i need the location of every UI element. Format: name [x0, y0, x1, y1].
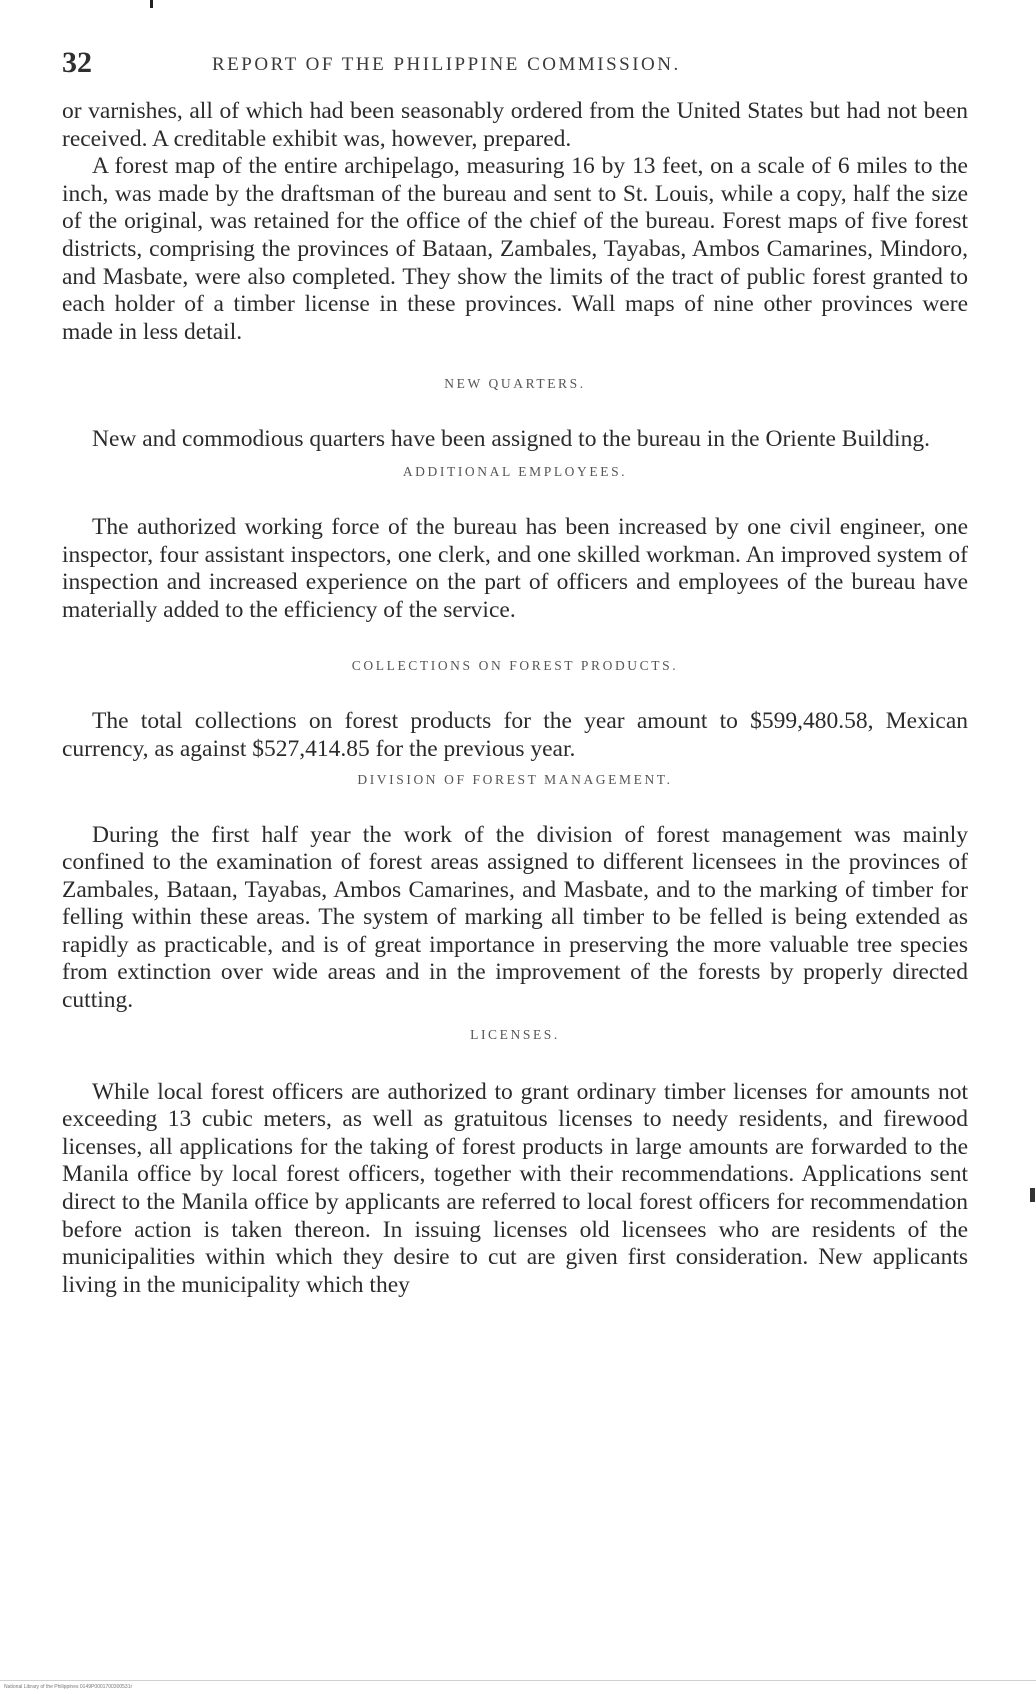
paragraph-collections: The total collections on forest products for the year amount to $599,480.58, Mexican currency, as against $527,414.85 for the previous year.	[62, 708, 968, 762]
heading-new-quarters: NEW QUARTERS.	[444, 376, 586, 392]
paragraph-licenses: While local forest officers are authorized to grant ordinary timber licenses for amounts not exceeding 13 cubic meters, as well as gratuitous licenses to needy residents, and firewood licenses, all applications for the taking of forest products in large amounts are forwarded to the Manila office by local forest officers, together with their recommendations. Applications sent direct to the Manila office by applicants are referred to local forest officers for recommendation before action is taken thereon. In issuing licenses old licensees who are residents of the municipalities within which they desire to cut are given first consideration. New applicants living in the municipality which they	[62, 1078, 968, 1298]
heading-division-forest-management: DIVISION OF FOREST MANAGEMENT.	[357, 771, 673, 787]
heading-collections: COLLECTIONS ON FOREST PRODUCTS.	[351, 658, 679, 674]
heading-licenses: LICENSES.	[470, 1026, 560, 1042]
paragraph-division-forest-management: During the first half year the work of the division of forest management was mainly confined to the examination of forest areas assigned to different licensees in the provinces of Zambales, Bataan, Tayabas, Ambos Camarines, and Masbate, and to the marking of timber for felling within these areas. The system of marking all timber to be felled is being extended as rapidly as practicable, and is of great importance in preserving the more valuable tree species from extinction over wide areas and in the improvement of the forests by properly directed cutting.	[62, 821, 968, 1014]
scan-footer-credit: National Library of the Philippines 0149P0001700300531r	[4, 1684, 133, 1690]
running-header	[62, 46, 968, 90]
paragraph-forest-map: A forest map of the entire archipelago, measuring 16 by 13 feet, on a scale of 6 miles to the inch, was made by the draftsman of the bureau and sent to St. Louis, while a copy, half the size of the original, was retained for the office of the chief of the bureau. Forest maps of five forest districts, comprising the provinces of Bataan, Zambales, Tayabas, Ambos Camarines, Mindoro, and Masbate, were also completed. They show the limits of the tract of public forest granted to each holder of a timber license in these provinces. Wall maps of nine other provinces were made in less detail.	[62, 153, 968, 345]
document-page	[62, 46, 968, 1299]
running-title: REPORT OF THE PHILIPPINE COMMISSION.	[212, 54, 681, 75]
scan-edge-mark-right	[1030, 1188, 1035, 1202]
paragraph-additional-employees: The authorized working force of the bureau has been increased by one civil engineer, one inspector, four assistant inspectors, one clerk, and one skilled workman. An improved system of inspection and increased experience on the part of officers and employees of the bureau have materially added to the efficiency of the service.	[62, 513, 968, 623]
heading-additional-employees: ADDITIONAL EMPLOYEES.	[402, 463, 628, 479]
scan-edge-mark-top	[150, 0, 153, 8]
paragraph-continuation: or varnishes, all of which had been seasonably ordered from the United States but had not been received. A creditable exhibit was, however, prepared.	[62, 98, 968, 152]
paragraph-new-quarters: New and commodious quarters have been assigned to the bureau in the Oriente Building.	[92, 426, 930, 453]
scan-bottom-rule	[0, 1680, 1036, 1681]
page-number: 32	[62, 46, 92, 79]
